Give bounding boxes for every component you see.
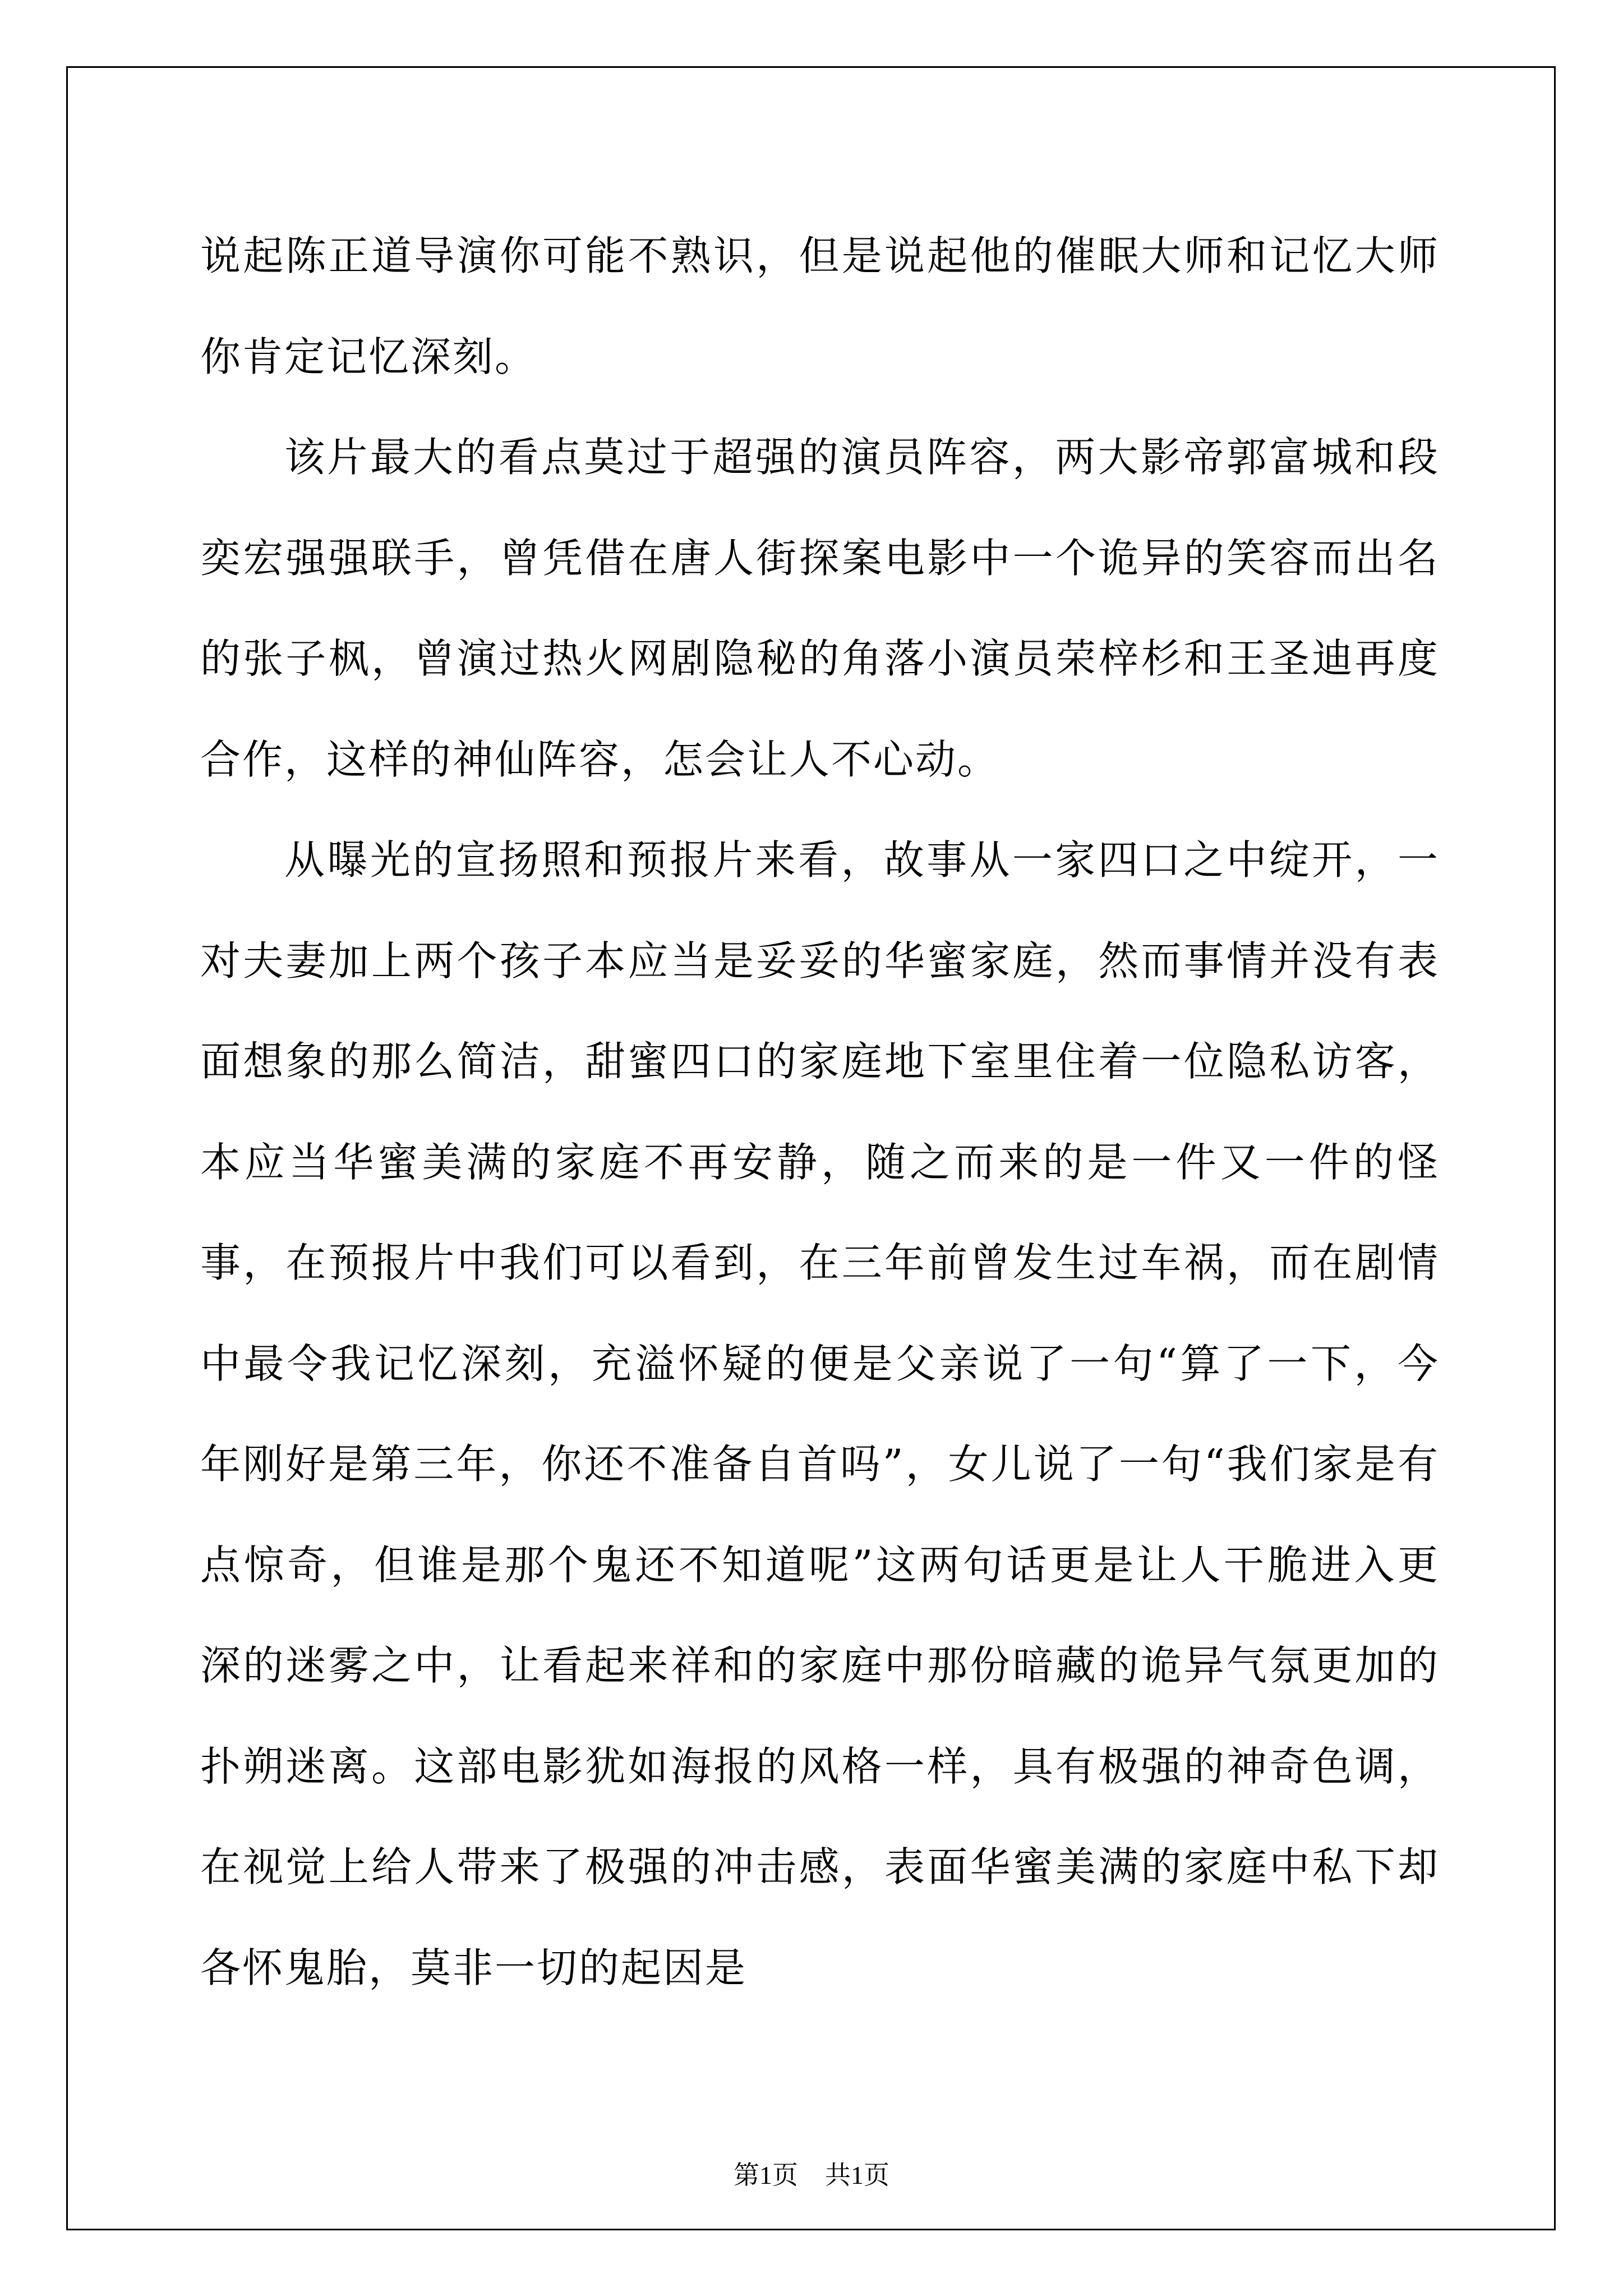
page-number: 第1页: [734, 2161, 798, 2189]
page-total: 共1页: [825, 2161, 889, 2189]
paragraph-2: 该片最大的看点莫过于超强的演员阵容，两大影帝郭富城和段奕宏强强联手，曾凭借在唐人街探案电影中一个诡异的笑容而出名的张子枫，曾演过热火网剧隐秘的角落小演员荣梓杉和王圣迪再度合作，这样的神仙阵容，怎会让人不心动。: [200, 434, 1440, 783]
paragraph-3: 从曝光的宣扬照和预报片来看，故事从一家四口之中绽开，一对夫妻加上两个孩子本应当是妥妥的华蜜家庭，然而事情并没有表面想象的那么简洁，甜蜜四口的家庭地下室里住着一位隐私访客，本应当华蜜美满的家庭不再安静，随之而来的是一件又一件的怪事，在预报片中我们可以看到，在三年前曾发生过车祸，而在剧情中最令我记忆深刻，充溢怀疑的便是父亲说了一句“算了一下，今年刚好是第三年，你还不准备自首吗”，女儿说了一句“我们家是有点惊奇，但谁是那个鬼还不知道呢”这两句话更是让人干脆进入更深的迷雾之中，让看起来祥和的家庭中那份暗藏的诡异气氛更加的扑朔迷离。这部电影犹如海报的风格一样，具有极强的神奇色调，在视觉上给人带来了极强的冲击感，表面华蜜美满的家庭中私下却各怀鬼胎，莫非一切的起因是: [200, 836, 1440, 1991]
paragraph-1: 说起陈正道导演你可能不熟识，但是说起他的催眠大师和记忆大师你肯定记忆深刻。: [200, 232, 1440, 380]
page-footer: [0, 2159, 1623, 2192]
document-body: [200, 206, 1440, 2018]
